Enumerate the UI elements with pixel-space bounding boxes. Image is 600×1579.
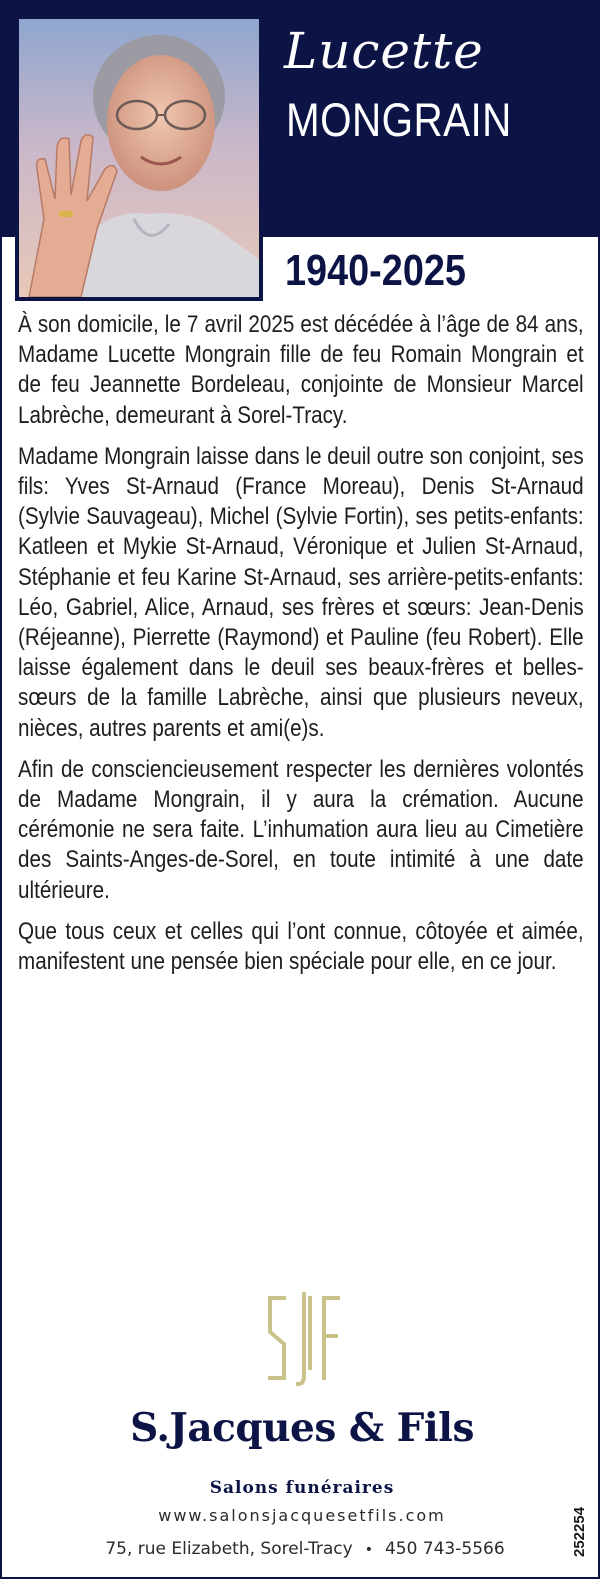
funeral-home-name: S.Jacques & Fils [130,1405,474,1451]
funeral-home-phone[interactable]: 450 743-5566 [384,1539,505,1559]
obituary-text [18,310,584,988]
paragraph-closing: Que tous ceux et celles qui l’ont connue, côtoyée et aimée, manifestent une pensée bien spéciale pour elle, en ce jour. [18,917,584,976]
funeral-home-address: 75, rue Elizabeth, Sorel-Tracy [105,1539,353,1559]
funeral-home-website[interactable]: www.salonsjacquesetfils.com [158,1506,446,1525]
paragraph-death-notice: À son domicile, le 7 avril 2025 est décédée à l’âge de 84 ans, Madame Lucette Mongrain fille de feu Romain Mongrain et de feu Jeannette Bordeleau, conjointe de Monsieur Marcel Labrèche, demeurant à Sorel-Tracy. [18,311,584,429]
portrait-photo [19,19,259,297]
paragraph-arrangements: Afin de consciencieusement respecter les dernières volontés de Madame Mongrain, il y aura la crémation. Aucune cérémonie ne sera faite. L’inhumation aura lieu au Cimetière des Saints-Anges-de-Sorel, en toute intimité à une date ultérieure. [18,755,584,904]
bullet-separator: • [364,1541,373,1558]
ad-reference-number: 252254 [571,1506,588,1557]
life-years: 1940-2025 [285,246,466,295]
funeral-home-contact [60,1541,550,1558]
sjf-monogram-logo [264,1292,344,1386]
funeral-home-subtitle: Salons funéraires [209,1478,395,1498]
deceased-first-name: Lucette [284,22,484,80]
portrait-frame [15,15,263,301]
paragraph-family: Madame Mongrain laisse dans le deuil outre son conjoint, ses fils: Yves St-Arnaud (France Moreau), Denis St-Arnaud (Sylvie Sauvageau), Michel (Sylvie Fortin), ses petits-enfants: Katleen et Mykie St-Arnaud, Véronique et Julien St-Arnaud, Stéphanie et feu Karine St-Arnaud, ses arrière-petits-enfants: Léo, Gabriel, Alice, Arnaud, ses frères et sœurs: Jean-Denis (Réjeanne), Pierrette (Raymond) et Pauline (feu Robert). Elle laisse également dans le deuil ses beaux-frères et belles-sœurs de la famille Labrèche, ainsi que plusieurs neveux, nièces, autres parents et ami(e)s. [18,442,584,742]
deceased-last-name: MONGRAIN [286,93,512,146]
